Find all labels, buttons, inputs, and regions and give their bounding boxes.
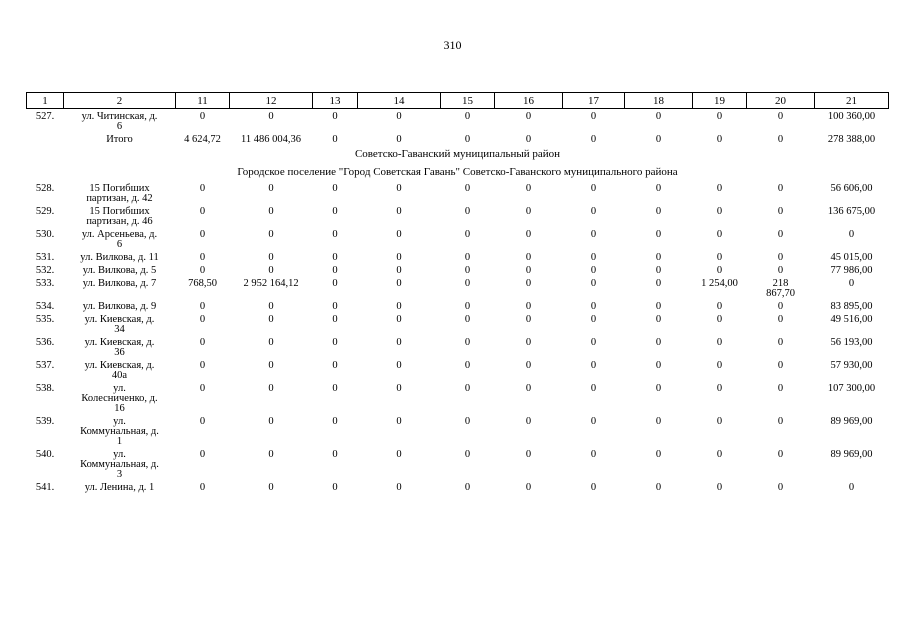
col-15-value: 0 <box>464 265 471 276</box>
col-18-value: 0 <box>655 383 662 394</box>
address: ул. Вилкова, д. 5 <box>82 265 157 276</box>
col-11-value: 0 <box>199 482 206 493</box>
col-13-value: 0 <box>332 252 338 263</box>
col-12-value: 0 <box>268 111 274 122</box>
col-14-value: 0 <box>396 134 402 145</box>
col-17-value: 0 <box>590 265 597 276</box>
col-13-value: 0 <box>332 337 338 348</box>
col-20-value: 0 <box>777 482 784 493</box>
col-19-value: 0 <box>716 449 723 460</box>
col-16-value: 0 <box>525 482 532 493</box>
address: ул. Киевская, д. 34 <box>84 314 155 335</box>
col-17-value: 0 <box>590 183 597 194</box>
col-20-value: 0 <box>777 383 784 394</box>
col-21-value: 278 388,00 <box>827 134 876 145</box>
row-number: 540. <box>35 449 55 460</box>
col-11-value: 0 <box>199 183 206 194</box>
col-17-value: 0 <box>590 134 597 145</box>
column-header: 13 <box>313 93 358 109</box>
col-19-value: 0 <box>716 265 723 276</box>
col-20-value: 0 <box>777 111 784 122</box>
row-number: 536. <box>35 337 55 348</box>
table-row <box>27 132 889 145</box>
row-number: 528. <box>35 183 55 194</box>
table-row <box>27 414 889 447</box>
col-15-value: 0 <box>464 314 471 325</box>
col-15-value: 0 <box>464 416 471 427</box>
col-21-value: 107 300,00 <box>827 383 876 394</box>
col-14-value: 0 <box>396 206 402 217</box>
col-21-value: 0 <box>848 229 855 240</box>
col-16-value: 0 <box>525 360 532 371</box>
col-13-value: 0 <box>332 278 338 289</box>
col-17-value: 0 <box>590 278 597 289</box>
col-17-value: 0 <box>590 337 597 348</box>
row-number: 539. <box>35 416 55 427</box>
col-12-value: 0 <box>268 416 274 427</box>
col-17-value: 0 <box>590 449 597 460</box>
section-headings <box>27 145 889 181</box>
col-17-value: 0 <box>590 206 597 217</box>
col-19-value: 0 <box>716 134 723 145</box>
col-13-value: 0 <box>332 314 338 325</box>
col-21-value: 49 516,00 <box>830 314 873 325</box>
col-14-value: 0 <box>396 111 402 122</box>
col-17-value: 0 <box>590 252 597 263</box>
table-row <box>27 181 889 204</box>
col-19-value: 0 <box>716 337 723 348</box>
table-body-top <box>27 109 889 146</box>
col-21-value: 57 930,00 <box>830 360 873 371</box>
col-13-value: 0 <box>332 416 338 427</box>
col-15-value: 0 <box>464 360 471 371</box>
district-heading: Советско-Гаванский муниципальный район <box>354 148 561 160</box>
row-number: 532. <box>35 265 55 276</box>
data-table <box>26 92 889 493</box>
table-row <box>27 299 889 312</box>
col-12-value: 2 952 164,12 <box>243 278 299 289</box>
col-18-value: 0 <box>655 206 662 217</box>
col-16-value: 0 <box>525 449 532 460</box>
col-15-value: 0 <box>464 229 471 240</box>
column-header: 11 <box>176 93 230 109</box>
address: ул. Коммунальная, д. 3 <box>80 449 159 480</box>
col-20-value: 0 <box>777 314 784 325</box>
col-12-value: 0 <box>268 301 274 312</box>
table-row <box>27 263 889 276</box>
col-19-value: 0 <box>716 301 723 312</box>
row-number: 531. <box>35 252 55 263</box>
col-16-value: 0 <box>525 252 532 263</box>
col-11-value: 0 <box>199 416 206 427</box>
col-21-value: 0 <box>848 278 855 289</box>
col-19-value: 0 <box>716 314 723 325</box>
col-17-value: 0 <box>590 301 597 312</box>
col-19-value: 0 <box>716 416 723 427</box>
col-14-value: 0 <box>396 229 402 240</box>
col-20-value: 0 <box>777 416 784 427</box>
col-11-value: 0 <box>199 229 206 240</box>
row-number: 537. <box>35 360 55 371</box>
col-14-value: 0 <box>396 265 402 276</box>
col-19-value: 0 <box>716 229 723 240</box>
col-15-value: 0 <box>464 206 471 217</box>
col-17-value: 0 <box>590 229 597 240</box>
table-row <box>27 381 889 414</box>
table-row <box>27 227 889 250</box>
address: 15 Погибших партизан, д. 46 <box>86 206 153 227</box>
col-19-value: 0 <box>716 206 723 217</box>
col-12-value: 0 <box>268 337 274 348</box>
row-number: 530. <box>35 229 55 240</box>
col-15-value: 0 <box>464 337 471 348</box>
col-11-value: 0 <box>199 252 206 263</box>
col-11-value: 0 <box>199 360 206 371</box>
col-14-value: 0 <box>396 183 402 194</box>
col-18-value: 0 <box>655 265 662 276</box>
table-body-bottom <box>27 181 889 493</box>
col-16-value: 0 <box>525 314 532 325</box>
col-14-value: 0 <box>396 314 402 325</box>
col-21-value: 89 969,00 <box>830 449 873 460</box>
col-16-value: 0 <box>525 383 532 394</box>
col-11-value: 768,50 <box>188 278 217 289</box>
col-19-value: 0 <box>716 360 723 371</box>
col-20-value: 218 867,70 <box>766 278 795 299</box>
col-11-value: 0 <box>199 314 206 325</box>
table-row <box>27 276 889 299</box>
col-16-value: 0 <box>525 301 532 312</box>
col-15-value: 0 <box>464 383 471 394</box>
col-13-value: 0 <box>332 265 338 276</box>
col-14-value: 0 <box>396 360 402 371</box>
address: ул. Вилкова, д. 9 <box>82 301 157 312</box>
table-row <box>27 250 889 263</box>
col-16-value: 0 <box>525 265 532 276</box>
col-20-value: 0 <box>777 337 784 348</box>
col-20-value: 0 <box>777 252 784 263</box>
header-row <box>27 93 889 109</box>
col-13-value: 0 <box>332 383 338 394</box>
col-12-value: 0 <box>268 449 274 460</box>
column-header: 20 <box>747 93 815 109</box>
col-18-value: 0 <box>655 252 662 263</box>
col-20-value: 0 <box>777 360 784 371</box>
col-16-value: 0 <box>525 416 532 427</box>
col-21-value: 89 969,00 <box>830 416 873 427</box>
col-18-value: 0 <box>655 482 662 493</box>
col-16-value: 0 <box>525 183 532 194</box>
col-20-value: 0 <box>777 183 784 194</box>
column-header: 14 <box>358 93 441 109</box>
col-18-value: 0 <box>655 111 662 122</box>
table-row <box>27 358 889 381</box>
col-21-value: 77 986,00 <box>830 265 873 276</box>
col-13-value: 0 <box>332 134 338 145</box>
column-header: 18 <box>625 93 693 109</box>
column-header: 16 <box>495 93 563 109</box>
col-21-value: 136 675,00 <box>827 206 876 217</box>
col-21-value: 100 360,00 <box>827 111 876 122</box>
table-row <box>27 447 889 480</box>
col-14-value: 0 <box>396 383 402 394</box>
col-16-value: 0 <box>525 134 532 145</box>
settlement-heading: Городское поселение "Город Советская Гавань" Советско-Гаванского муниципального района <box>237 166 678 178</box>
col-18-value: 0 <box>655 337 662 348</box>
col-17-value: 0 <box>590 482 597 493</box>
col-21-value: 56 193,00 <box>830 337 873 348</box>
col-19-value: 0 <box>716 482 723 493</box>
col-21-value: 83 895,00 <box>830 301 873 312</box>
col-14-value: 0 <box>396 449 402 460</box>
col-14-value: 0 <box>396 416 402 427</box>
col-13-value: 0 <box>332 229 338 240</box>
col-13-value: 0 <box>332 111 338 122</box>
row-number: 534. <box>35 301 55 312</box>
col-16-value: 0 <box>525 206 532 217</box>
col-12-value: 0 <box>268 360 274 371</box>
section-row <box>27 145 889 163</box>
row-number <box>27 132 64 145</box>
col-11-value: 0 <box>199 206 206 217</box>
row-number: 533. <box>35 278 55 289</box>
column-header: 19 <box>693 93 747 109</box>
column-header: 21 <box>815 93 889 109</box>
address: ул. Читинская, д. 6 <box>81 111 158 132</box>
col-18-value: 0 <box>655 183 662 194</box>
col-14-value: 0 <box>396 301 402 312</box>
column-header: 12 <box>230 93 313 109</box>
section-row <box>27 163 889 181</box>
col-12-value: 11 486 004,36 <box>241 134 301 145</box>
col-15-value: 0 <box>464 183 471 194</box>
col-17-value: 0 <box>590 360 597 371</box>
page-number: 310 <box>443 38 462 52</box>
column-header: 2 <box>64 93 176 109</box>
col-20-value: 0 <box>777 229 784 240</box>
col-18-value: 0 <box>655 229 662 240</box>
col-18-value: 0 <box>655 360 662 371</box>
col-11-value: 0 <box>199 265 206 276</box>
col-11-value: 0 <box>199 449 206 460</box>
address: 15 Погибших партизан, д. 42 <box>86 183 153 204</box>
col-16-value: 0 <box>525 111 532 122</box>
col-17-value: 0 <box>590 383 597 394</box>
row-number: 538. <box>35 383 55 394</box>
col-17-value: 0 <box>590 111 597 122</box>
address: ул. Киевская, д. 36 <box>84 337 155 358</box>
col-18-value: 0 <box>655 134 662 145</box>
col-20-value: 0 <box>777 134 784 145</box>
column-header: 1 <box>27 93 64 109</box>
col-11-value: 0 <box>199 111 206 122</box>
col-18-value: 0 <box>655 314 662 325</box>
col-12-value: 0 <box>268 383 274 394</box>
col-21-value: 45 015,00 <box>830 252 873 263</box>
col-19-value: 0 <box>716 183 723 194</box>
col-18-value: 0 <box>655 301 662 312</box>
col-12-value: 0 <box>268 265 274 276</box>
col-19-value: 1 254,00 <box>701 278 738 289</box>
col-21-value: 56 606,00 <box>830 183 873 194</box>
col-11-value: 0 <box>199 301 206 312</box>
col-12-value: 0 <box>268 482 274 493</box>
address: ул. Вилкова, д. 7 <box>82 278 157 289</box>
col-12-value: 0 <box>268 206 274 217</box>
table-row <box>27 109 889 133</box>
table-row <box>27 204 889 227</box>
col-13-value: 0 <box>332 449 338 460</box>
col-15-value: 0 <box>464 111 471 122</box>
table-row <box>27 312 889 335</box>
col-15-value: 0 <box>464 134 471 145</box>
table-row <box>27 335 889 358</box>
table-row <box>27 480 889 493</box>
col-19-value: 0 <box>716 252 723 263</box>
address: ул. Колесниченко, д. 16 <box>81 383 158 414</box>
col-20-value: 0 <box>777 265 784 276</box>
address: ул. Ленина, д. 1 <box>84 482 155 493</box>
col-15-value: 0 <box>464 482 471 493</box>
col-15-value: 0 <box>464 278 471 289</box>
col-14-value: 0 <box>396 337 402 348</box>
col-12-value: 0 <box>268 252 274 263</box>
col-15-value: 0 <box>464 449 471 460</box>
column-header: 15 <box>441 93 495 109</box>
col-18-value: 0 <box>655 449 662 460</box>
col-19-value: 0 <box>716 111 723 122</box>
col-18-value: 0 <box>655 416 662 427</box>
address: ул. Киевская, д. 40а <box>84 360 155 381</box>
col-20-value: 0 <box>777 449 784 460</box>
address: ул. Арсеньева, д. 6 <box>81 229 158 250</box>
row-number: 529. <box>35 206 55 217</box>
col-11-value: 4 624,72 <box>184 134 221 145</box>
col-13-value: 0 <box>332 301 338 312</box>
col-14-value: 0 <box>396 252 402 263</box>
col-14-value: 0 <box>396 482 402 493</box>
address: Итого <box>106 134 133 145</box>
col-18-value: 0 <box>655 278 662 289</box>
col-11-value: 0 <box>199 383 206 394</box>
col-13-value: 0 <box>332 183 338 194</box>
row-number: 535. <box>35 314 55 325</box>
col-19-value: 0 <box>716 383 723 394</box>
col-21-value: 0 <box>848 482 855 493</box>
col-16-value: 0 <box>525 229 532 240</box>
row-number: 541. <box>35 482 55 493</box>
col-20-value: 0 <box>777 206 784 217</box>
col-16-value: 0 <box>525 278 532 289</box>
col-14-value: 0 <box>396 278 402 289</box>
col-11-value: 0 <box>199 337 206 348</box>
col-13-value: 0 <box>332 482 338 493</box>
col-12-value: 0 <box>268 183 274 194</box>
address: ул. Коммунальная, д. 1 <box>80 416 159 447</box>
col-13-value: 0 <box>332 206 338 217</box>
col-15-value: 0 <box>464 252 471 263</box>
col-17-value: 0 <box>590 416 597 427</box>
col-16-value: 0 <box>525 337 532 348</box>
column-header: 17 <box>563 93 625 109</box>
col-20-value: 0 <box>777 301 784 312</box>
col-13-value: 0 <box>332 360 338 371</box>
col-17-value: 0 <box>590 314 597 325</box>
address: ул. Вилкова, д. 11 <box>80 252 159 263</box>
col-12-value: 0 <box>268 314 274 325</box>
row-number: 527. <box>35 111 55 122</box>
col-12-value: 0 <box>268 229 274 240</box>
col-15-value: 0 <box>464 301 471 312</box>
